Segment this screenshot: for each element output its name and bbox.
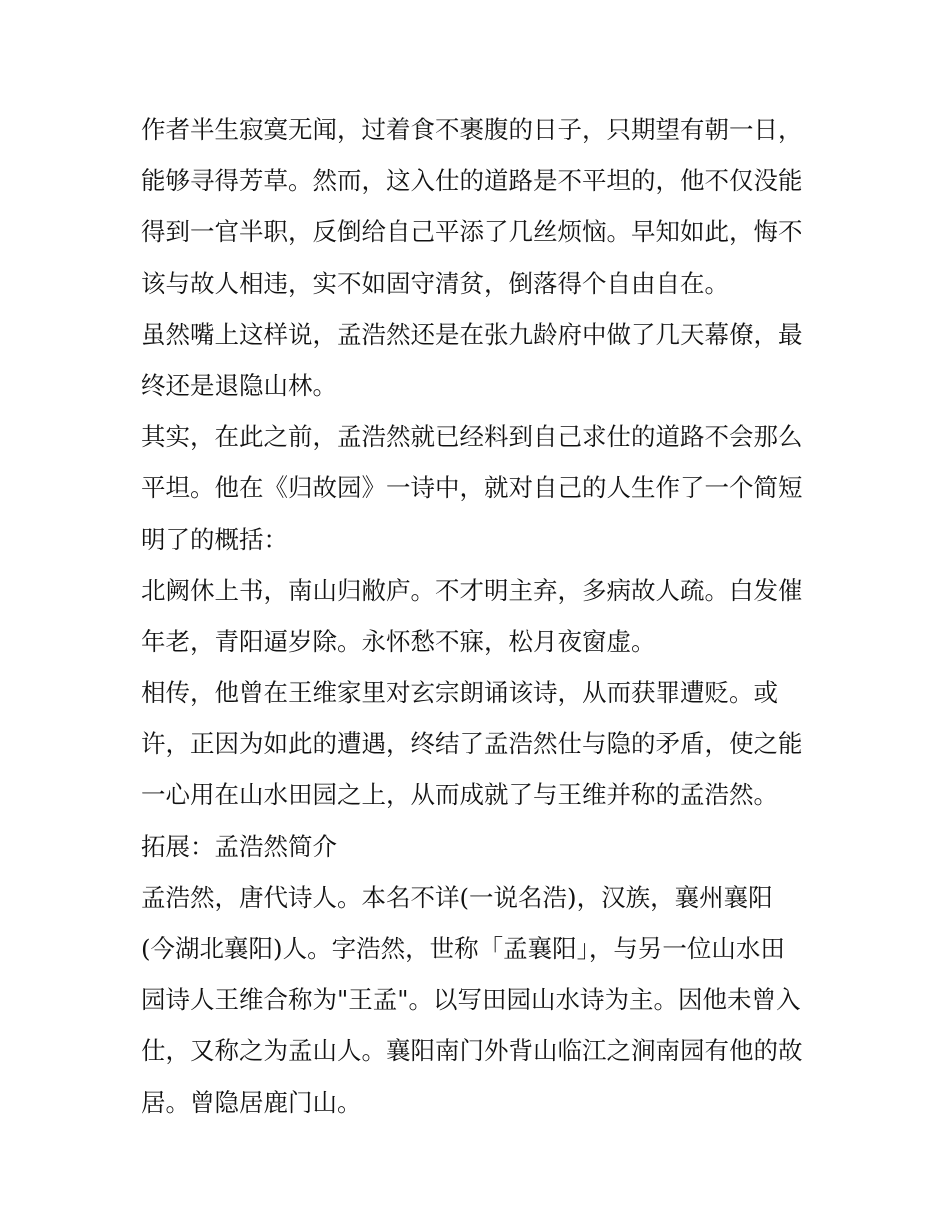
poem-line: 年老，青阳逼岁除。永怀愁不寐，松月夜窗虚。 (141, 626, 656, 656)
text-line: 相传，他曾在王维家里对玄宗朗诵该诗，从而获罪遭贬。或 (141, 678, 778, 708)
text-line: 一心用在山水田园之上，从而成就了与王维并称的孟浩然。 (141, 780, 778, 810)
text-line: 虽然嘴上这样说，孟浩然还是在张九龄府中做了几天幕僚，最 (141, 319, 803, 349)
text-line: 园诗人王维合称为"王孟"。以写田园山水诗为主。因他未曾入 (141, 985, 801, 1015)
body-text (141, 104, 816, 1128)
text-line: 平坦。他在《归故园》一诗中，就对自己的人生作了一个简短 (141, 473, 803, 503)
text-line: 许，正因为如此的遭遇，终结了孟浩然仕与隐的矛盾，使之能 (141, 729, 803, 759)
text-line: 作者半生寂寞无闻，过着食不裹腹的日子，只期望有朝一日， (141, 115, 803, 144)
text-line: 其实，在此之前，孟浩然就已经料到自己求仕的道路不会那么 (141, 422, 803, 452)
poem-line: 北阙休上书，南山归敝庐。不才明主弃，多病故人疏。白发催 (141, 575, 803, 605)
text-line: 能够寻得芳草。然而，这入仕的道路是不平坦的，他不仅没能 (141, 166, 803, 196)
section-heading: 拓展：孟浩然简介 (141, 831, 337, 861)
text-line: 居。曾隐居鹿门山。 (141, 1087, 362, 1117)
text-line: 明了的概括： (141, 524, 288, 554)
text-line: 得到一官半职，反倒给自己平添了几丝烦恼。早知如此，悔不 (141, 217, 803, 247)
text-line: 该与故人相违，实不如固守清贫，倒落得个自由自在。 (141, 268, 729, 298)
text-line: 终还是退隐山林。 (141, 370, 337, 400)
text-line: 仕，又称之为孟山人。襄阳南门外背山临江之涧南园有他的故 (141, 1036, 803, 1066)
text-line: 孟浩然，唐代诗人。本名不详(一说名浩)，汉族，襄州襄阳 (141, 882, 773, 912)
text-line: (今湖北襄阳)人。字浩然，世称「孟襄阳」，与另一位山水田 (141, 934, 785, 963)
